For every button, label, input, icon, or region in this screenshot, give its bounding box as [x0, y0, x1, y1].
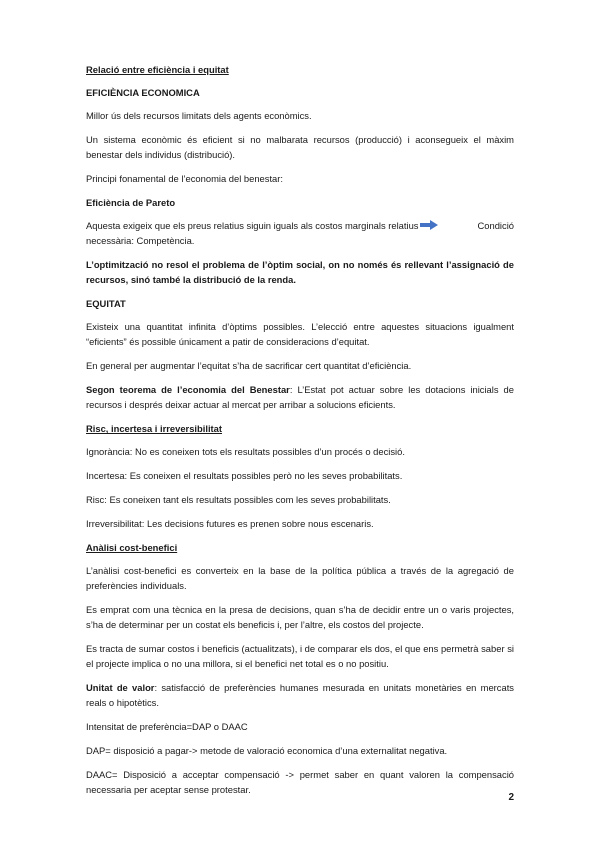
- paragraph: DAP= disposició a pagar-> metode de valoració economica d’una externalitat negativa.: [86, 745, 448, 756]
- unitat-valor-label: Unitat de valor: [86, 682, 155, 693]
- paragraph-unitat-valor: [86, 680, 514, 710]
- paragraph: DAAC= Disposició a acceptar compensació -> permet saber en quant valoren la compensació necessaria per aceptar sense protestar.: [86, 769, 514, 795]
- paragraph-pareto: [86, 218, 514, 248]
- paragraph: Es emprat com una tècnica en la presa de decisions, quan s’ha de decidir entre un o varis projectes, s’ha de determinar per un costat els beneficis i, per l’altre, els costos del projecte.: [86, 604, 514, 630]
- paragraph: Millor ús dels recursos limitats dels agents econòmics.: [86, 110, 312, 121]
- paragraph: Ignorància: No es coneixen tots els resultats possibles d’un procés o decisió.: [86, 446, 405, 457]
- condicio-text: necessària: Competència.: [86, 235, 195, 246]
- paragraph: En general per augmentar l’equitat s’ha de sacrificar cert quantitat d’eficiència.: [86, 360, 412, 371]
- segon-teorema-label: Segon teorema de l’economia del Benestar: [86, 384, 290, 395]
- subsection-pareto: Eficiència de Pareto: [86, 197, 176, 208]
- section-title-relacio: Relació entre eficiència i equitat: [86, 64, 229, 75]
- section-title-acb: Anàlisi cost-benefici: [86, 542, 178, 553]
- unitat-valor-text: : satisfacció de preferències humanes mesurada en unitats monetàries en mercats reals o hipotètics.: [86, 682, 514, 708]
- paragraph: Existeix una quantitat infinita d’òptims possibles. L’elecció entre aquestes situacions igualment “eficients” és possible únicament a patir de consideracions d’equitat.: [86, 321, 514, 347]
- subsection-equitat: EQUITAT: [86, 298, 126, 309]
- paragraph-segon-teorema: [86, 382, 514, 412]
- right-arrow-icon: [420, 220, 438, 230]
- document-page: [86, 62, 514, 806]
- paragraph: Es tracta de sumar costos i beneficis (actualitzats), i de comparar els dos, el que ens permetrà saber si el projecte implica o no una millora, si el benefici net total es o no positiu.: [86, 643, 514, 669]
- page-number: 2: [508, 792, 514, 803]
- paragraph: L’anàlisi cost-benefici es converteix en la base de la política pública a través de la agregació de preferències individuals.: [86, 565, 514, 591]
- condicio-label: Condició: [477, 220, 514, 231]
- pareto-text: Aquesta exigeix que els preus relatius siguin iguals als costos marginals relatius: [86, 220, 419, 231]
- paragraph: Principi fonamental de l’economia del benestar:: [86, 173, 283, 184]
- section-title-risc: Risc, incertesa i irreversibilitat: [86, 423, 223, 434]
- paragraph-bold: L’optimització no resol el problema de l’òptim social, on no només és rellevant l’assignació de recursos, sinó també la distribució de la renda.: [86, 259, 514, 285]
- paragraph: Un sistema econòmic és eficient si no malbarata recursos (producció) i aconsegueix el màxim benestar dels individus (distribució).: [86, 134, 514, 160]
- paragraph: Incertesa: Es coneixen el resultats possibles però no les seves probabilitats.: [86, 470, 403, 481]
- segon-teorema-text: : L’Estat pot actuar sobre les dotacions inicials de recursos i després deixar actuar al mercat per arribar a solucions eficients.: [86, 384, 514, 410]
- subsection-eficiencia-economica: EFICIÈNCIA ECONOMICA: [86, 87, 200, 98]
- paragraph: Irreversibilitat: Les decisions futures es prenen sobre nous escenaris.: [86, 518, 374, 529]
- paragraph: Risc: Es coneixen tant els resultats possibles com les seves probabilitats.: [86, 494, 391, 505]
- paragraph: Intensitat de preferència=DAP o DAAC: [86, 721, 248, 732]
